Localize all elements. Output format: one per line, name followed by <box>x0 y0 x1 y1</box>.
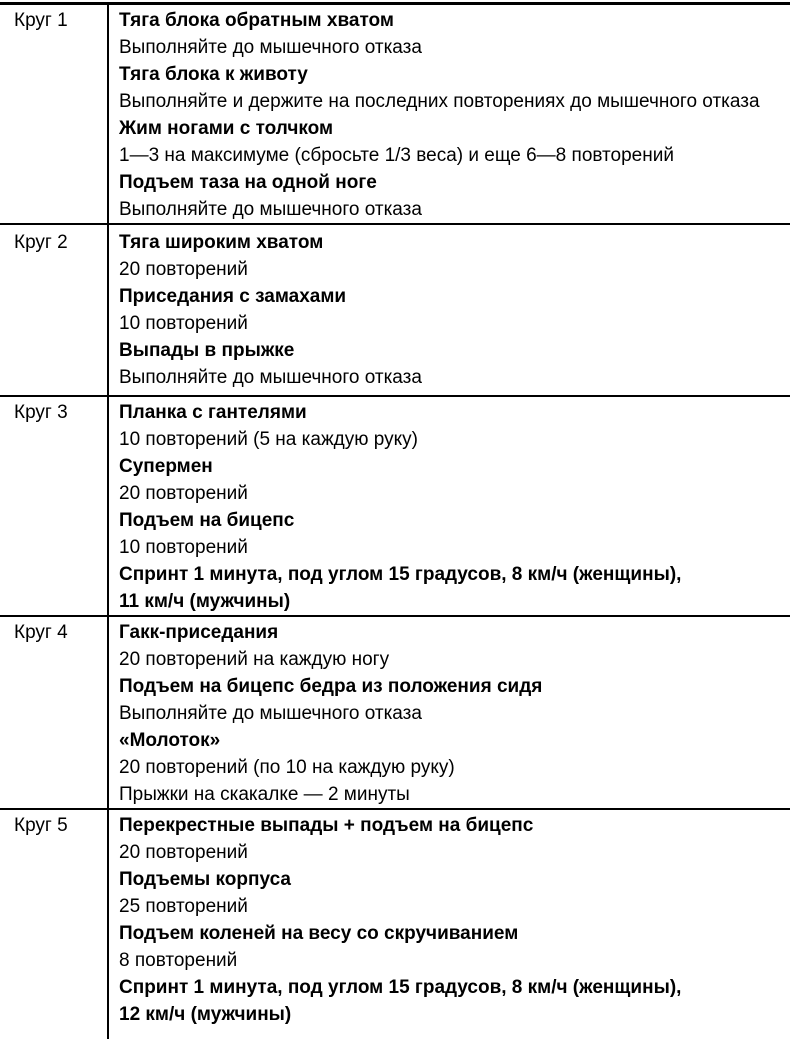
circuit-label-cell <box>0 5 109 223</box>
circuit-label: Круг 5 <box>14 815 68 836</box>
circuit-label: Круг 2 <box>14 232 68 253</box>
exercises-cell <box>109 225 790 395</box>
exercise-detail: 20 повторений на каждую ногу <box>119 649 390 670</box>
workout-row <box>0 808 790 1028</box>
workout-row <box>0 615 790 808</box>
exercise-name: Подъемы корпуса <box>119 869 291 890</box>
exercise-name: 11 км/ч (мужчины) <box>119 591 291 612</box>
exercise-detail: 1—3 на максимуме (сбросьте 1/3 веса) и еще 6—8 повторений <box>119 145 674 166</box>
exercise-detail: 10 повторений (5 на каждую руку) <box>119 429 418 450</box>
workout-row <box>0 5 790 223</box>
exercise-name: Подъем таза на одной ноге <box>119 172 377 193</box>
workout-table <box>0 2 790 1028</box>
exercise-detail: 10 повторений <box>119 537 248 558</box>
circuit-label-cell <box>0 397 109 615</box>
exercise-name: Тяга блока обратным хватом <box>119 10 394 31</box>
circuit-label-cell <box>0 810 109 1028</box>
exercise-name: Планка с гантелями <box>119 402 307 423</box>
exercises-cell <box>109 617 790 808</box>
exercises-cell <box>109 810 790 1028</box>
exercise-name: 12 км/ч (мужчины) <box>119 1004 292 1025</box>
exercise-detail: Выполняйте до мышечного отказа <box>119 703 422 724</box>
exercise-detail: 20 повторений <box>119 483 248 504</box>
exercises-cell <box>109 397 790 615</box>
exercise-detail: Выполняйте и держите на последних повторениях до мышечного отказа <box>119 91 760 112</box>
exercise-detail: Выполняйте до мышечного отказа <box>119 367 422 388</box>
exercise-name: Приседания с замахами <box>119 286 347 307</box>
circuit-label: Круг 3 <box>14 402 68 423</box>
exercise-name: Перекрестные выпады + подъем на бицепс <box>119 815 534 836</box>
exercise-name: Гакк-приседания <box>119 622 279 643</box>
exercise-name: Подъем на бицепс <box>119 510 295 531</box>
exercise-name: Спринт 1 минута, под углом 15 градусов, 8 км/ч (женщины), <box>119 564 682 585</box>
workout-row <box>0 395 790 615</box>
workout-row <box>0 223 790 395</box>
exercise-detail: Прыжки на скакалке — 2 минуты <box>119 784 410 805</box>
exercise-detail: 20 повторений (по 10 на каждую руку) <box>119 757 455 778</box>
circuit-label-cell <box>0 225 109 395</box>
exercises-cell <box>109 5 790 223</box>
column-divider <box>107 2 109 1039</box>
exercise-detail: 10 повторений <box>119 313 248 334</box>
exercise-detail: Выполняйте до мышечного отказа <box>119 199 422 220</box>
exercise-name: Подъем на бицепс бедра из положения сидя <box>119 676 543 697</box>
exercise-detail: Выполняйте до мышечного отказа <box>119 37 422 58</box>
exercise-name: Жим ногами с толчком <box>119 118 334 139</box>
exercise-detail: 20 повторений <box>119 842 248 863</box>
exercise-name: Выпады в прыжке <box>119 340 295 361</box>
circuit-label-cell <box>0 617 109 808</box>
exercise-name: Тяга блока к животу <box>119 64 308 85</box>
exercise-name: Спринт 1 минута, под углом 15 градусов, 8 км/ч (женщины), <box>119 977 682 998</box>
exercise-name: «Молоток» <box>119 730 221 751</box>
exercise-detail: 8 повторений <box>119 950 238 971</box>
exercise-detail: 25 повторений <box>119 896 248 917</box>
workout-plan-page <box>0 2 790 1039</box>
circuit-label: Круг 4 <box>14 622 68 643</box>
exercise-name: Подъем коленей на весу со скручиванием <box>119 923 519 944</box>
exercise-name: Супермен <box>119 456 213 477</box>
exercise-name: Тяга широким хватом <box>119 232 324 253</box>
circuit-label: Круг 1 <box>14 10 68 31</box>
exercise-detail: 20 повторений <box>119 259 248 280</box>
